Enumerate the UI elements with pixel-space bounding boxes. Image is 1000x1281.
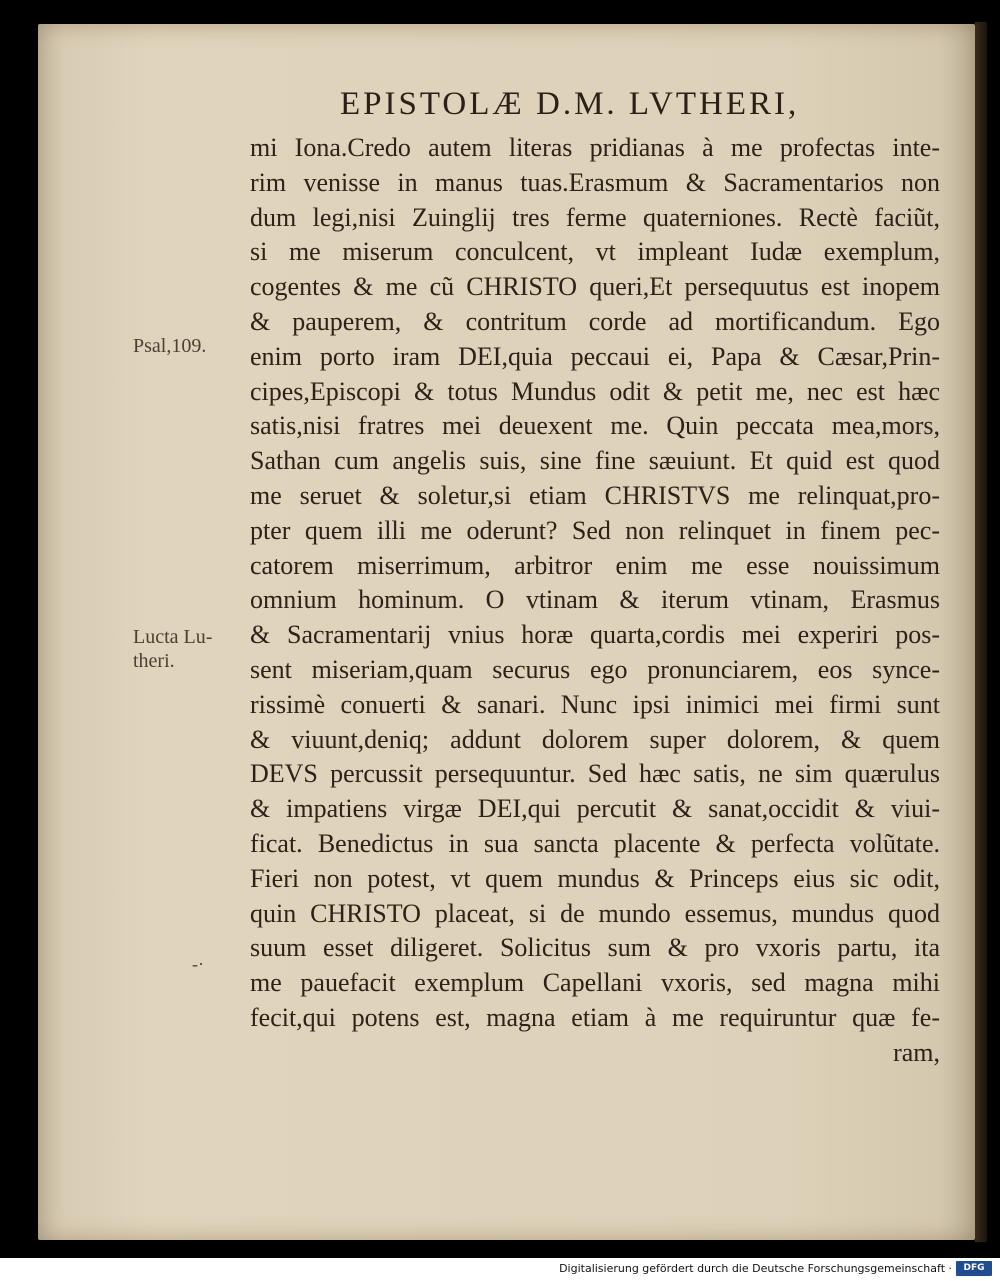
text-line: pter quem illi me oderunt? Sed non relinquet in finem pec- [250, 515, 940, 545]
funding-credit: Digitalisierung gefördert durch die Deutsche Forschungsgemeinschaft · [559, 1262, 952, 1275]
text-line: & pauperem, & contritum corde ad mortificandum. Ego [250, 306, 940, 336]
text-line: satis,nisi fratres mei deuexent me. Quin peccata mea,mors, [250, 411, 940, 441]
margin-note-psalm-reference: Psal,109. [133, 335, 207, 357]
text-line: Fieri non potest, vt quem mundus & Princeps eius sic odit, [250, 863, 940, 893]
text-line: dum legi,nisi Zuinglij tres ferme quaterniones. Rectè faciũt, [250, 202, 940, 232]
text-line: cogentes & me cũ CHRISTO queri,Et persequutus est inopem [250, 272, 940, 302]
text-line: fecit,qui potens est, magna etiam à me requiruntur quæ fe- [250, 1002, 940, 1032]
text-line: si me miserum conculcent, vt impleant Iudæ exemplum, [250, 237, 940, 267]
text-line: mi Iona.Credo autem literas pridianas à me profectas inte- [250, 133, 940, 162]
text-line: & impatiens virgæ DEI,qui percutit & sanat,occidit & viui- [250, 794, 940, 824]
text-line: Sathan cum angelis suis, sine fine sæuiunt. Et quid est quod [250, 446, 940, 476]
text-line: rim venisse in manus tuas.Erasmum & Sacramentarios non [250, 167, 940, 197]
text-line: sent miseriam,quam securus ego pronunciarem, eos synce- [250, 654, 940, 684]
dfg-logo-icon: DFG [956, 1261, 992, 1276]
text-line: & viuunt,deniq; addunt dolorem super dolorem, & quem [250, 724, 940, 754]
text-line: suum esset diligeret. Solicitus sum & pro vxoris partu, ita [250, 933, 940, 963]
main-text-block [250, 131, 940, 1071]
text-line: ficat. Benedictus in sua sancta placente & perfecta volũtate. [250, 828, 940, 858]
text-line: & Sacramentarij vnius horæ quarta,cordis mei experiri pos- [250, 620, 940, 650]
margin-note-mark: -· [192, 954, 204, 974]
digitization-footer [0, 1258, 1000, 1281]
text-line: cipes,Episcopi & totus Mundus odit & petit me, nec est hæc [250, 376, 940, 406]
text-line: rissimè conuerti & sanari. Nunc ipsi inimici mei firmi sunt [250, 689, 940, 719]
margin-note-line: Lucta Lu- [133, 626, 213, 648]
text-line: enim porto iram DEI,quia peccaui ei, Papa & Cæsar,Prin- [250, 341, 940, 371]
text-line: omnium hominum. O vtinam & iterum vtinam, Erasmus [250, 585, 940, 615]
margin-note-lucta-lutheri [133, 625, 212, 673]
text-line: me pauefacit exemplum Capellani vxoris, sed magna mihi [250, 968, 940, 998]
running-head: EPISTOLÆ D.M. LVTHERI, [340, 86, 800, 122]
text-line: quin CHRISTO placeat, si de mundo essemus, mundus quod [250, 898, 940, 928]
text-line: catorem miserrimum, arbitror enim me esse nouissimum [250, 550, 940, 580]
text-line: DEVS percussit persequuntur. Sed hæc satis, ne sim quærulus [250, 759, 940, 789]
book-spine-edge [975, 22, 987, 1242]
text-line: me seruet & soletur,si etiam CHRISTVS me relinquat,pro- [250, 480, 940, 510]
margin-note-line: theri. [133, 650, 175, 672]
text-line: ram, [893, 1037, 940, 1067]
